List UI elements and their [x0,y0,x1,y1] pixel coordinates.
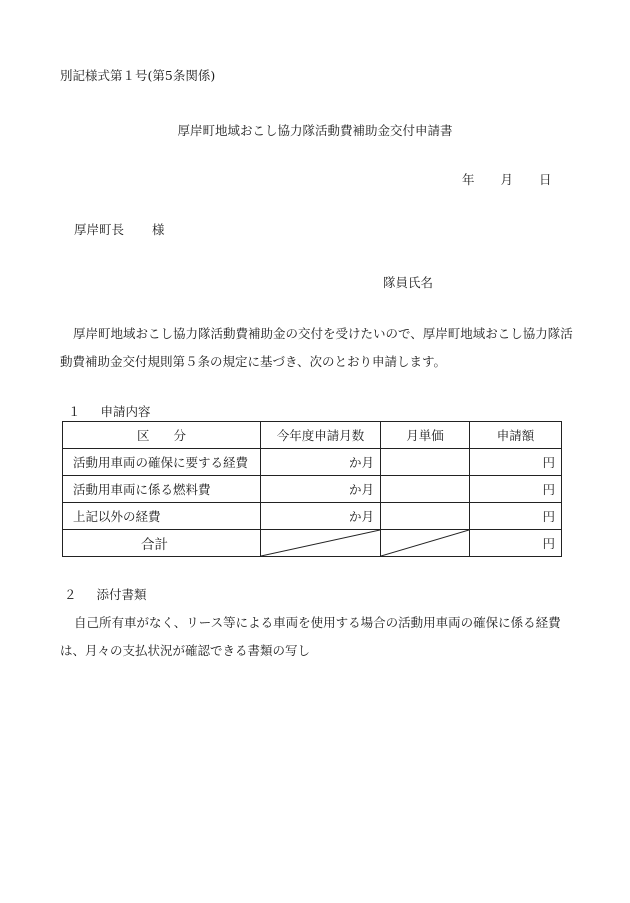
header-category-b: 分 [173,428,187,443]
date-year-label: 年 [462,172,475,187]
section2-heading [64,585,147,603]
unit-price-cell[interactable] [381,449,470,476]
unit-price-cell[interactable] [381,503,470,530]
addressee-honorific: 様 [152,222,165,237]
table-total-row [63,530,562,557]
date-day-label: 日 [539,172,552,187]
date-month-label: 月 [500,172,514,187]
section2-number: ２ [64,587,77,602]
diagonal-strike-line [381,530,469,556]
row-label: 上記以外の経費 [63,503,261,530]
header-category-a: 区 [136,428,150,443]
addressee [74,220,165,238]
unit-price-cell[interactable] [381,476,470,503]
header-months: 今年度申請月数 [261,422,381,449]
attachment-description: 自己所有車がなく、リース等による車両を使用する場合の活動用車両の確保に係る経費は、月々の支払状況が確認できる書類の写し [60,615,561,658]
diagonal-strike-line [261,530,380,556]
table-header-row [63,422,562,449]
row-label: 活動用車両の確保に要する経費 [63,449,261,476]
table-row [63,503,562,530]
amount-cell[interactable]: 円 [470,503,562,530]
months-cell[interactable]: か月 [261,503,381,530]
header-category [63,422,261,449]
form-number-label: 別記様式第１号(第5条関係) [60,68,216,83]
applicant-name-label: 隊員氏名 [383,275,434,290]
document-title: 厚岸町地域おこし協力隊活動費補助金交付申請書 [177,123,453,138]
section1-title: 申請内容 [100,404,151,419]
table-row [63,449,562,476]
addressee-name: 厚岸町長 [74,222,125,237]
section1-number: １ [68,404,81,419]
section2-title: 添付書類 [96,587,147,602]
months-cell[interactable]: か月 [261,449,381,476]
row-label: 活動用車両に係る燃料費 [63,476,261,503]
amount-cell[interactable]: 円 [470,476,562,503]
total-unit-cell-struck [381,530,470,557]
total-label: 合計 [63,530,261,557]
amount-cell[interactable]: 円 [470,449,562,476]
date-line [462,170,552,188]
application-table [62,421,562,557]
header-unit-price: 月単価 [381,422,470,449]
months-cell[interactable]: か月 [261,476,381,503]
total-amount-cell[interactable]: 円 [470,530,562,557]
total-months-cell-struck [261,530,381,557]
header-amount: 申請額 [470,422,562,449]
table-row [63,476,562,503]
section1-heading [68,402,151,420]
application-statement: 厚岸町地域おこし協力隊活動費補助金の交付を受けたいので、厚岸町地域おこし協力隊活動費補助金交付規則第５条の規定に基づき、次のとおり申請します。 [60,326,573,369]
